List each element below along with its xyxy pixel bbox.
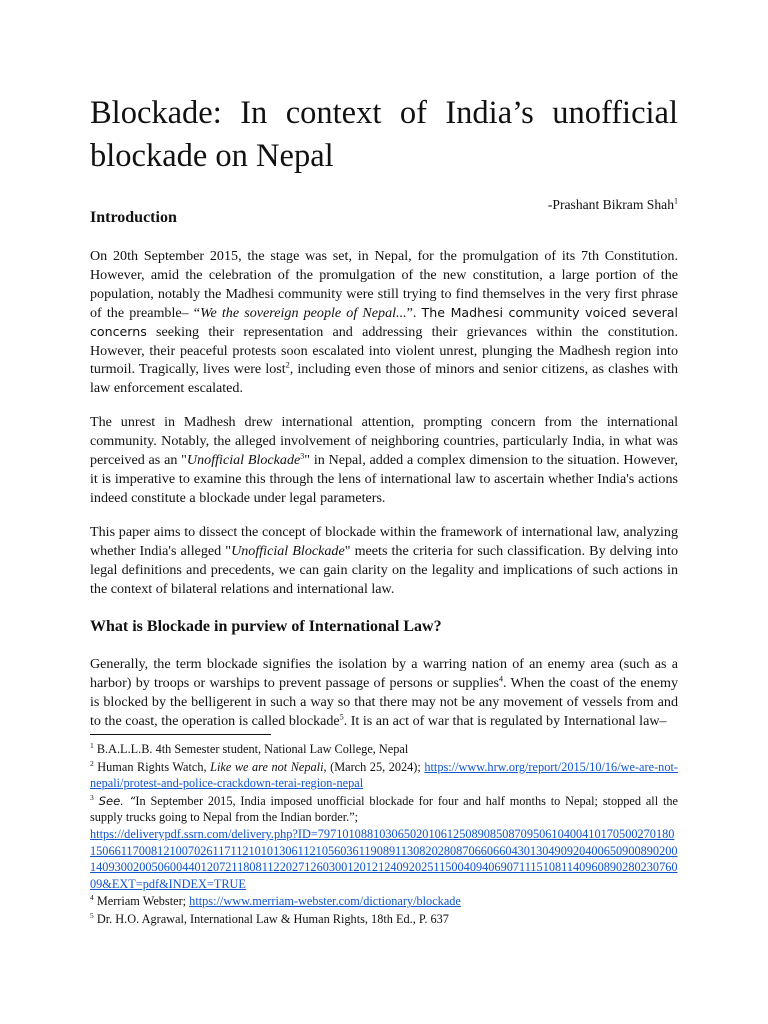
footnote-text: In September 2015, India imposed unofficial blockade for four and half months to Nepal; stopped all the supply trucks going to Nepal from the Indian border.”; (90, 793, 679, 825)
main-content (90, 92, 678, 731)
footnote-number: 2 (90, 758, 94, 768)
footnote-link[interactable]: https://www.merriam-webster.com/dictionary/blockade (189, 894, 461, 909)
footnote-ref: 2 (285, 360, 290, 370)
text-run: The unrest in Madhesh drew international attention, prompting concern from the international community. Notably, the alleged involvement of neighboring countries, particularly India, in what was perceived as an " (90, 414, 678, 469)
text-run: The Madhesi community voiced several concerns (90, 304, 678, 339)
footnote-number: 4 (90, 893, 94, 903)
footnote-separator (90, 734, 271, 735)
footnote-ref: 5 (339, 712, 344, 722)
footnote-text: Dr. H.O. Agrawal, International Law & Human Rights, 18th Ed., P. 637 (93, 911, 449, 926)
footnote-5 (90, 911, 678, 928)
text-run: " meets the criteria for such classification. By delving into legal definitions and precedents, we can gain clarity on the legality and implications of such actions in the context of bilateral relations and international law. (90, 542, 678, 597)
footnote-link[interactable]: https://www.hrw.org/report/2015/10/16/we-are-not-nepali/protest-and-police-crackdown-terai-region-nepal (90, 759, 678, 791)
footnote-number: 3 (90, 792, 94, 802)
author-name: -Prashant Bikram Shah (547, 197, 674, 212)
footnote-ref: 4 (498, 674, 503, 684)
italic-term: Unofficial Blockade (186, 452, 301, 469)
paragraph (90, 247, 678, 398)
footnote-ref: 1 (674, 196, 678, 206)
footnotes (90, 741, 678, 929)
footnote-see: See. “ (98, 793, 136, 808)
text-run: . It is an act of war that is regulated by International law– (343, 713, 667, 730)
footnote-4 (90, 893, 678, 910)
text-run: seeking their representation and addressing their grievances within the constitution. However, their peaceful protests soon escalated into violent unrest, plunging the Madhesh region into turmoil. Tragically, lives were lost (90, 323, 678, 378)
footnote-italic: Like we are not Nepali (210, 759, 324, 774)
text-run: On 20th September 2015, the stage was set, in Nepal, for the promulgation of its 7th Constitution. However, amid the celebration of the promulgation of the new constitution, a large portion of the population, notably the Madhesi community were still trying to find themselves in the very first phrase of the preamble– “ (90, 248, 678, 321)
text-run: . When the coast of the enemy is blocked by the belligerent in such a way so that there may not be any movement of vessels from and to the coast, the operation is called blockade (90, 675, 678, 730)
footnote-number: 5 (90, 910, 94, 920)
footnote-ref: 3 (300, 451, 305, 461)
preamble-quote: We the sovereign people of Nepal... (200, 304, 407, 321)
text-run: This paper aims to dissect the concept of blockade within the framework of international law, analyzing whether India's alleged " (90, 523, 678, 559)
footnote-text: B.A.L.L.B. 4th Semester student, National Law College, Nepal (93, 742, 409, 756)
footnote-text: Human Rights Watch, (93, 759, 211, 774)
footnote-3 (90, 793, 678, 893)
text-run: Generally, the term blockade signifies the isolation by a warring nation of an enemy area (such as a harbor) by troops or warships to prevent passage of persons or supplies (90, 656, 678, 692)
paragraph (90, 523, 678, 599)
text-run: " in Nepal, added a complex dimension to the situation. However, it is imperative to examine this through the lens of international law to ascertain whether India's actions indeed constitute a blockade under legal parameters. (90, 452, 679, 506)
footnote-number: 1 (90, 740, 94, 750)
section-heading-blockade: What is Blockade in purview of International Law? (90, 618, 442, 636)
paragraph (90, 655, 678, 731)
footnote-text: Merriam Webster; (93, 894, 190, 909)
section-heading-introduction: Introduction (90, 209, 177, 226)
document-title: Blockade: In context of India’s unofficial blockade on Nepal (90, 95, 678, 174)
paragraph (90, 413, 678, 508)
footnote-2 (90, 759, 678, 792)
footnote-link[interactable]: https://deliverypdf.ssrn.com/delivery.php?ID=797101088103065020106125089085087095061040041017050027018015066117008121007026117112101013061121056036119089113082028087066066043013049092040065090089020014093002005060044012072118081122027126030012012124092025115004094069071115108114096089028023076009&EXT=pdf&INDEX=TRUE (90, 826, 678, 891)
italic-term: Unofficial Blockade (231, 542, 345, 559)
footnote-1 (90, 741, 678, 758)
text-run: , including even those of minors and senior citizens, as clashes with law enforcement escalated. (90, 361, 678, 397)
text-run: ”. (406, 304, 422, 321)
footnote-text: , (March 25, 2024); (323, 759, 425, 774)
